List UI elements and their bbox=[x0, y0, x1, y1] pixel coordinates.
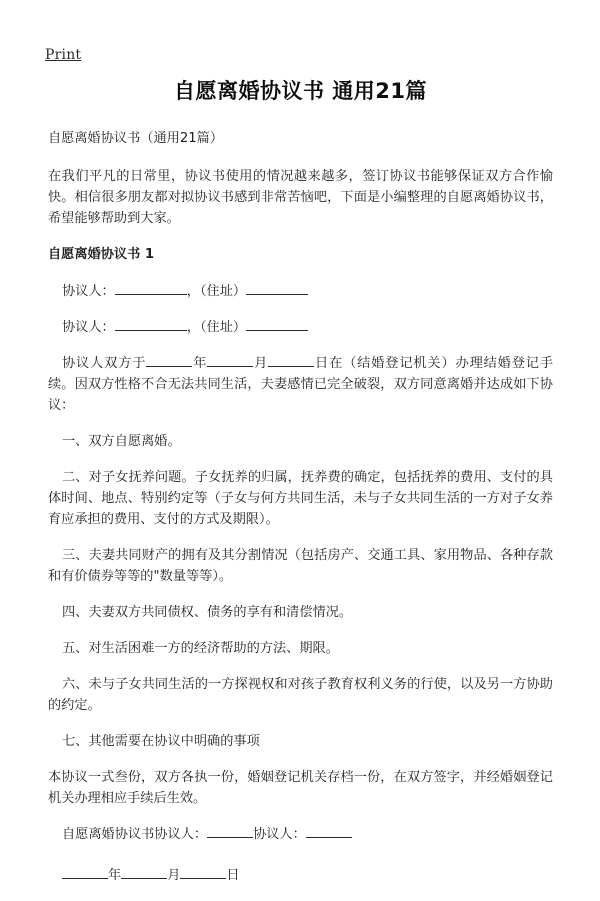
date-day-label: 日 bbox=[226, 868, 240, 883]
clause-item: 六、未与子女共同生活的一方探视权和对孩子教育权利义务的行使，以及另一方协助的约定。 bbox=[48, 677, 553, 713]
registration-paragraph bbox=[48, 353, 553, 416]
party-1-address-blank[interactable] bbox=[246, 294, 308, 295]
party-2-address-blank[interactable] bbox=[246, 330, 308, 331]
year-label: 年 bbox=[192, 356, 208, 371]
signature-second-label: 协议人： bbox=[253, 827, 306, 842]
party-1-name-blank[interactable] bbox=[115, 294, 187, 295]
print-link[interactable]: Print bbox=[45, 47, 82, 63]
signature-prefix: 自愿离婚协议书协议人： bbox=[62, 827, 208, 842]
clause-item: 二、对子女抚养问题。子女抚养的归属，抚养费的确定，包括抚养的费用、支付的具体时间、地点、特别约定等（子女与何方共同生活，未与子女共同生活的一方对子女养育应承担的费用、支付的方式及期限）。 bbox=[48, 470, 553, 527]
date-line bbox=[48, 865, 553, 886]
document-body bbox=[48, 76, 553, 901]
clause-item: 七、其他需要在协议中明确的事项 bbox=[62, 734, 260, 749]
clause-item: 一、双方自愿离婚。 bbox=[62, 434, 181, 449]
party-line-2 bbox=[48, 317, 553, 338]
clause-item: 三、夫妻共同财产的拥有及其分割情况（包括房产、交通工具、家用物品、各种存款和有价债券等等的"数量等等）。 bbox=[48, 548, 553, 584]
marriage-month-blank[interactable] bbox=[207, 366, 253, 367]
registration-rest: 日在（结婚登记机关）办理结婚登记手续。因双方性格不合无法共同生活，夫妻感情已完全破裂，双方同意离婚并达成如下协议： bbox=[48, 356, 554, 413]
party-1-label: 协议人： bbox=[62, 284, 115, 299]
party-line-1 bbox=[48, 281, 553, 302]
clause-item: 五、对生活困难一方的经济帮助的方法、期限。 bbox=[62, 641, 339, 656]
date-month-label: 月 bbox=[167, 868, 181, 883]
date-year-blank[interactable] bbox=[62, 878, 108, 879]
document-title: 自愿离婚协议书 通用21篇 bbox=[173, 79, 428, 103]
party-2-label: 协议人： bbox=[62, 320, 115, 335]
month-label: 月 bbox=[253, 356, 269, 371]
marriage-day-blank[interactable] bbox=[268, 366, 314, 367]
closing-paragraph: 本协议一式叁份，双方各执一份，婚姻登记机关存档一份，在双方签字，并经婚姻登记机关办理相应手续后生效。 bbox=[48, 770, 553, 806]
party-2-name-blank[interactable] bbox=[115, 330, 187, 331]
date-day-blank[interactable] bbox=[180, 878, 226, 879]
intro-paragraph: 在我们平凡的日常里，协议书使用的情况越来越多，签订协议书能够保证双方合作愉快。相信很多朋友都对拟协议书感到非常苦恼吧，下面是小编整理的自愿离婚协议书，希望能够帮助到大家。 bbox=[48, 169, 553, 226]
party-1-separator: ，（住址） bbox=[186, 284, 247, 299]
clause-item: 四、夫妻双方共同债权、债务的享有和清偿情况。 bbox=[62, 605, 353, 620]
date-month-blank[interactable] bbox=[121, 878, 167, 879]
registration-prefix: 协议人双方于 bbox=[62, 356, 147, 371]
signature-party-1-blank[interactable] bbox=[207, 837, 253, 838]
marriage-year-blank[interactable] bbox=[146, 366, 192, 367]
section-heading: 自愿离婚协议书 1 bbox=[48, 247, 155, 262]
document-subtitle: 自愿离婚协议书（通用21篇） bbox=[48, 131, 224, 146]
signature-line bbox=[48, 824, 553, 845]
signature-party-2-blank[interactable] bbox=[306, 837, 352, 838]
date-year-label: 年 bbox=[108, 868, 122, 883]
party-2-separator: ，（住址） bbox=[186, 320, 247, 335]
